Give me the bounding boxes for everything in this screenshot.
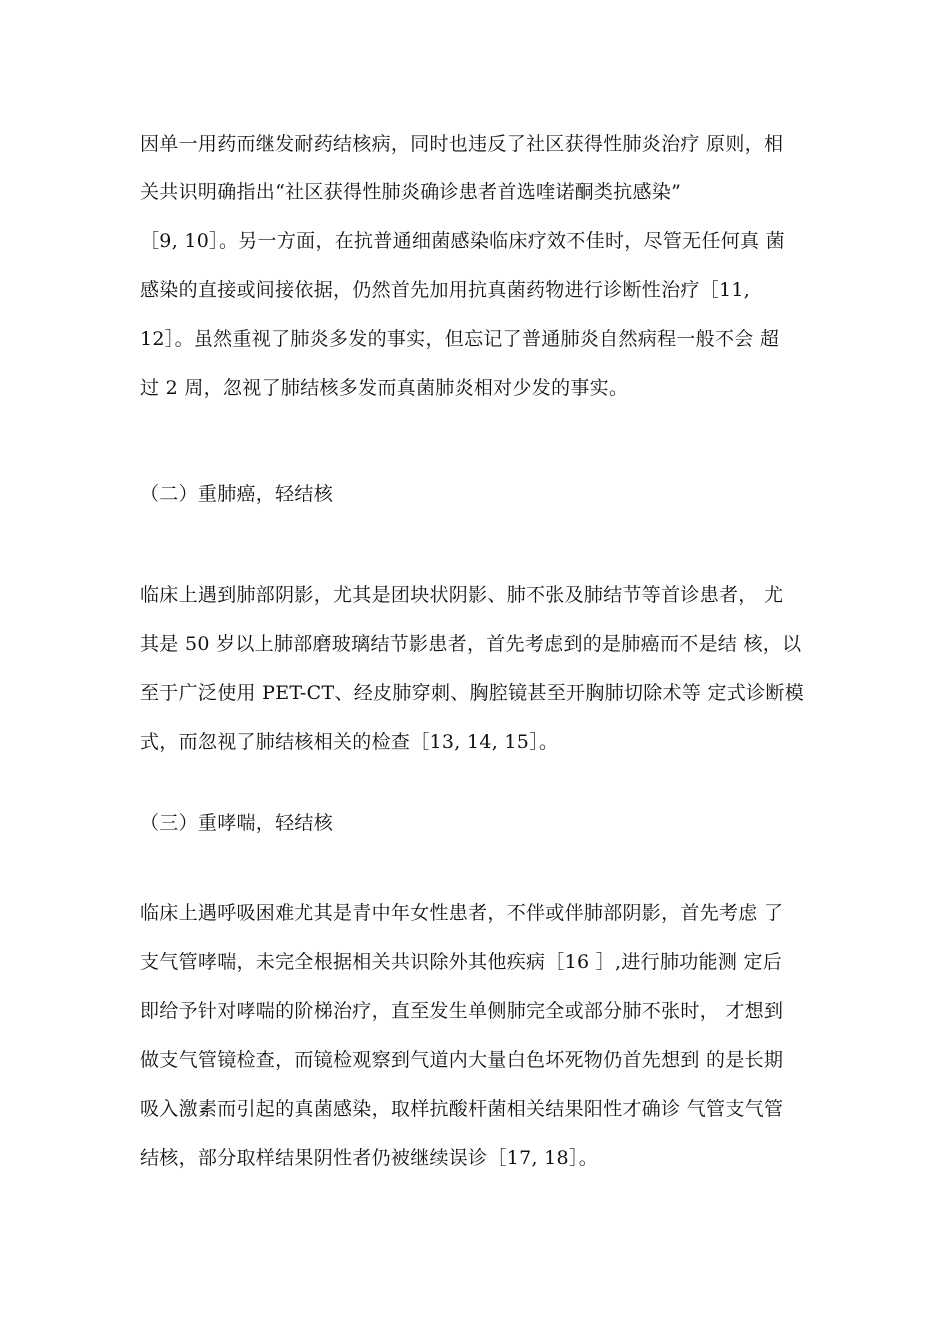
paragraph-3-line: 吸入激素而引起的真菌感染，取样抗酸杆菌相关结果阳性才确诊 气管支气管: [140, 1098, 784, 1120]
paragraph-1-line: 因单一用药而继发耐药结核病，同时也违反了社区获得性肺炎治疗 原则，相: [140, 133, 784, 155]
section-heading-3: （三）重哮喘，轻结核: [140, 812, 334, 834]
paragraph-2-line: 其是 50 岁以上肺部磨玻璃结节影患者，首先考虑到的是肺癌而不是结 核，以: [140, 633, 802, 655]
paragraph-2-line: 临床上遇到肺部阴影，尤其是团块状阴影、肺不张及肺结节等首诊患者， 尤: [140, 584, 784, 606]
paragraph-1-line: 感染的直接或间接依据，仍然首先加用抗真菌药物进行诊断性治疗［11,: [140, 279, 751, 301]
paragraph-1-line: 过 2 周，忽视了肺结核多发而真菌肺炎相对少发的事实。: [140, 377, 629, 399]
paragraph-3-line: 临床上遇呼吸困难尤其是青中年女性患者，不伴或伴肺部阴影，首先考虑 了: [140, 902, 784, 924]
paragraph-1-line: ［9, 10］。另一方面，在抗普通细菌感染临床疗效不佳时，尽管无任何真 菌: [140, 230, 785, 252]
paragraph-2-line: 式，而忽视了肺结核相关的检查［13, 14, 15］。: [140, 731, 559, 753]
paragraph-3-line: 结核，部分取样结果阴性者仍被继续误诊［17, 18］。: [140, 1147, 599, 1169]
paragraph-2-line: 至于广泛使用 PET-CT、经皮肺穿刺、胸腔镜甚至开胸肺切除术等 定式诊断模: [140, 682, 804, 704]
paragraph-1-line: 关共识明确指出“社区获得性肺炎确诊患者首选喹诺酮类抗感染”: [140, 181, 682, 203]
paragraph-3-line: 支气管哮喘，未完全根据相关共识除外其他疾病［16 ］,进行肺功能测 定后: [140, 951, 783, 973]
paragraph-3-line: 做支气管镜检查，而镜检观察到气道内大量白色坏死物仍首先想到 的是长期: [140, 1049, 784, 1071]
section-heading-2: （二）重肺癌，轻结核: [140, 483, 334, 505]
paragraph-3-line: 即给予针对哮喘的阶梯治疗，直至发生单侧肺完全或部分肺不张时， 才想到: [140, 1000, 784, 1022]
paragraph-1-line: 12］。虽然重视了肺炎多发的事实，但忘记了普通肺炎自然病程一般不会 超: [140, 328, 780, 350]
